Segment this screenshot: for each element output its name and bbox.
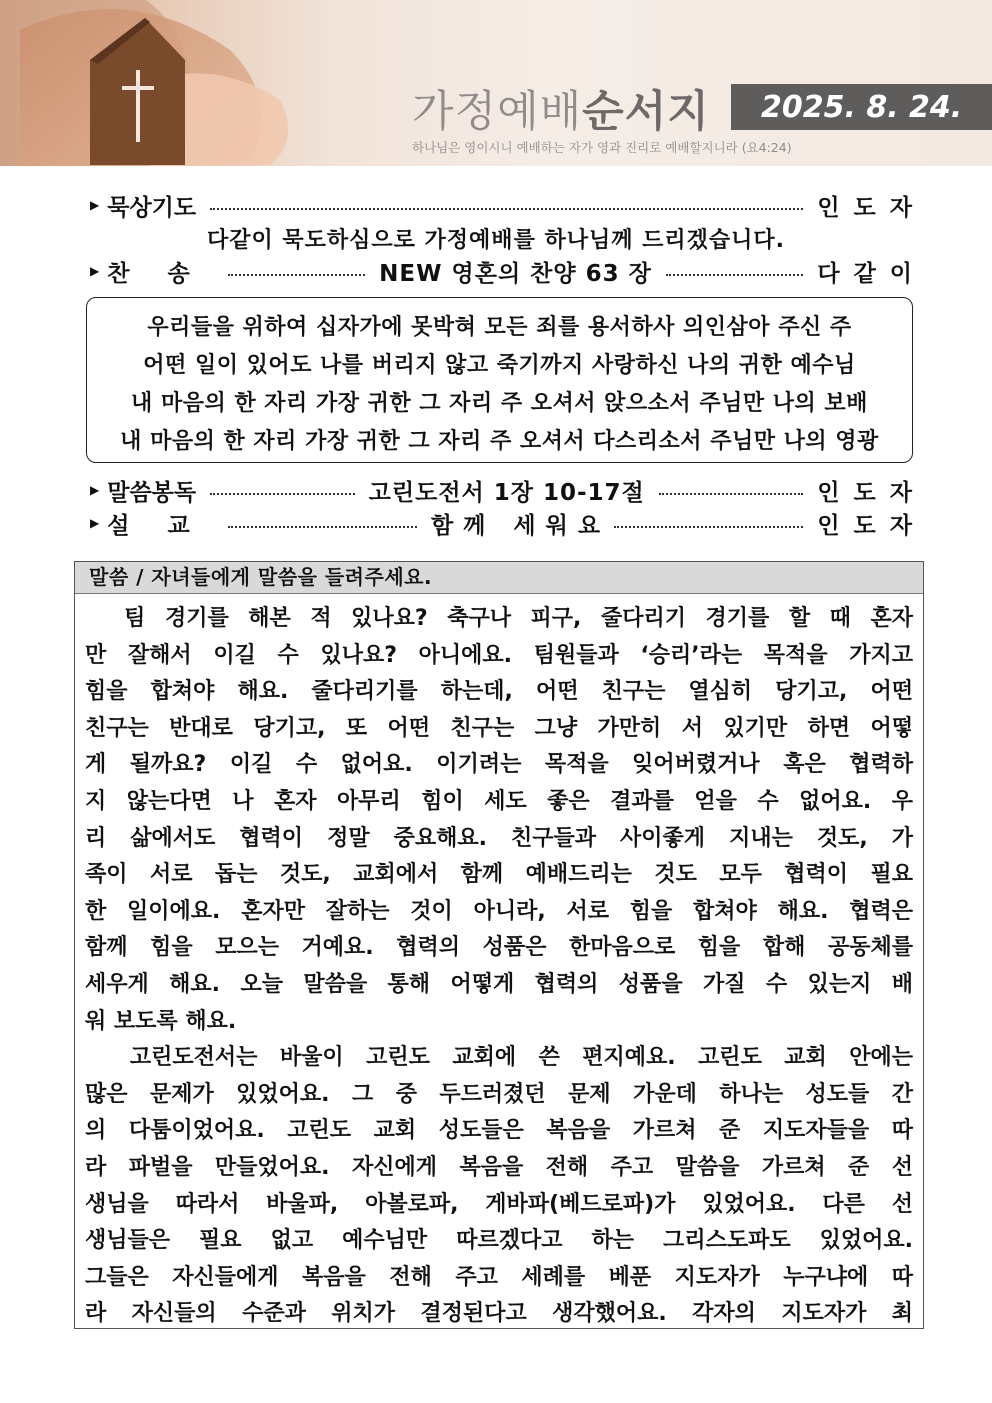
lyric-line: 내 마음의 한 자리 가장 귀한 그 자리 주 오셔서 앉으소서 주님만 나의 보배 [131, 391, 868, 416]
message-line: 고린도전서는 바울이 고린도 교회에 쓴 편지예요. 고린도 교회 안에는 [85, 1045, 913, 1071]
hymn-lyrics-box [86, 297, 913, 463]
message-line: 만 잘해서 이길 수 있나요? 아니에요. 팀원들과 ‘승리’라는 목적을 가지고 [85, 642, 913, 668]
message-section [74, 561, 924, 1329]
message-line: 친구는 반대로 당기고, 또 어떤 친구는 그냥 가만히 서 있기만 하면 어떻 [85, 715, 913, 741]
leader-dots [614, 526, 803, 528]
sermon-leader: 인도자 [817, 512, 926, 539]
order-reading [90, 473, 926, 507]
header-banner [0, 0, 992, 166]
lyric-line: 어떤 일이 있어도 나를 버리지 않고 죽기까지 사랑하신 나의 귀한 예수님 [143, 353, 856, 378]
invitation-text: 다같이 묵도하심으로 가정예배를 하나님께 드리겠습니다. [206, 228, 786, 253]
message-line: 워 보도록 해요. [85, 1008, 237, 1034]
message-line: 생님들은 필요 없고 예수님만 따르겠다고 하는 그리스도파도 있었어요. [85, 1228, 913, 1254]
order-sermon [90, 506, 926, 540]
leader-dots [666, 274, 804, 276]
triangle-bullet-icon: ▶ [90, 516, 100, 530]
triangle-bullet-icon: ▶ [90, 264, 100, 278]
message-line: 한 일이에요. 혼자만 잘하는 것이 아니라, 서로 힘을 합쳐야 해요. 협력은 [85, 898, 913, 924]
lyric-line: 우리들을 위하여 십자가에 못박혀 모든 죄를 용서하사 의인삼아 주신 주 [147, 315, 852, 340]
reading-label: 말씀봉독 [107, 479, 197, 506]
message-line: 의 다툼이었어요. 고린도 교회 성도들은 복음을 가르쳐 준 지도자들을 따 [85, 1118, 913, 1144]
message-line: 라 파벌을 만들었어요. 자신에게 복음을 전해 주고 말씀을 가르쳐 준 선 [85, 1154, 913, 1180]
hymn-label: 찬송 [107, 260, 228, 287]
order-silent-prayer [90, 188, 926, 222]
leader-dots [210, 493, 355, 495]
message-line: 리 삶에서도 협력이 정말 중요해요. 친구들과 사이좋게 지내는 것도, 가 [85, 825, 913, 851]
banner-subtitle: 하나님은 영이시니 예배하는 자가 영과 진리로 예배할지니라 (요4:24) [412, 140, 792, 155]
leader-dots [228, 274, 366, 276]
triangle-bullet-icon: ▶ [90, 483, 100, 497]
message-line: 지 않는다면 나 혼자 아무리 힘이 세도 좋은 결과를 얻을 수 없어요. 우 [85, 788, 913, 814]
hymn-leader: 다같이 [817, 260, 927, 287]
praying-hands-house-image [0, 0, 310, 166]
message-heading: 말씀 / 자녀들에게 말씀을 들려주세요. [75, 562, 923, 594]
leader-dots [659, 493, 804, 495]
reading-leader: 인도자 [817, 479, 926, 506]
message-line: 팀 경기를 해본 적 있나요? 축구나 피구, 줄다리기 경기를 할 때 혼자 [85, 606, 913, 631]
message-line: 많은 문제가 있었어요. 그 중 두드러졌던 문제 가운데 하나는 성도들 간 [85, 1081, 913, 1107]
sermon-title: 함께 세워요 [430, 512, 611, 539]
message-line: 힘을 합쳐야 해요. 줄다리기를 하는데, 어떤 친구는 열심히 당기고, 어떤 [85, 679, 913, 705]
message-line: 세우게 해요. 오늘 말씀을 통해 어떻게 협력의 성품을 가질 수 있는지 배 [85, 971, 913, 997]
hymn-title: NEW 영혼의 찬양 63 장 [379, 260, 652, 287]
message-line: 게 될까요? 이길 수 없어요. 이기려는 목적을 잊어버렸거나 혹은 협력하 [85, 752, 913, 778]
leader-dots [228, 526, 417, 528]
silent-prayer-leader: 인도자 [817, 194, 926, 221]
message-line: 족이 서로 돕는 것도, 교회에서 함께 예배드리는 것도 모두 협력이 필요 [85, 862, 913, 888]
message-line: 생님을 따라서 바울파, 아볼로파, 게바파(베드로파)가 있었어요. 다른 선 [85, 1191, 913, 1217]
message-line: 라 자신들의 수준과 위치가 결정된다고 생각했어요. 각자의 지도자가 최 [85, 1301, 913, 1327]
silent-prayer-label: 묵상기도 [107, 194, 197, 221]
message-body [75, 594, 923, 1333]
order-hymn [90, 254, 927, 288]
leader-dots [210, 208, 803, 210]
message-line: 함께 힘을 모으는 거예요. 협력의 성품은 한마음으로 힘을 합해 공동체를 [85, 935, 913, 961]
triangle-bullet-icon: ▶ [90, 198, 100, 212]
sermon-label: 설교 [107, 512, 228, 539]
page-title: 가정예배순서지 [412, 87, 710, 137]
reading-passage: 고린도전서 1장 10-17절 [368, 479, 645, 506]
lyric-line: 내 마음의 한 자리 가장 귀한 그 자리 주 오셔서 다스리소서 주님만 나의 영광 [120, 429, 879, 454]
date-badge: 2025. 8. 24. [731, 84, 992, 130]
message-line: 그들은 자신들에게 복음을 전해 주고 세례를 베푼 지도자가 누구냐에 따 [85, 1264, 913, 1290]
